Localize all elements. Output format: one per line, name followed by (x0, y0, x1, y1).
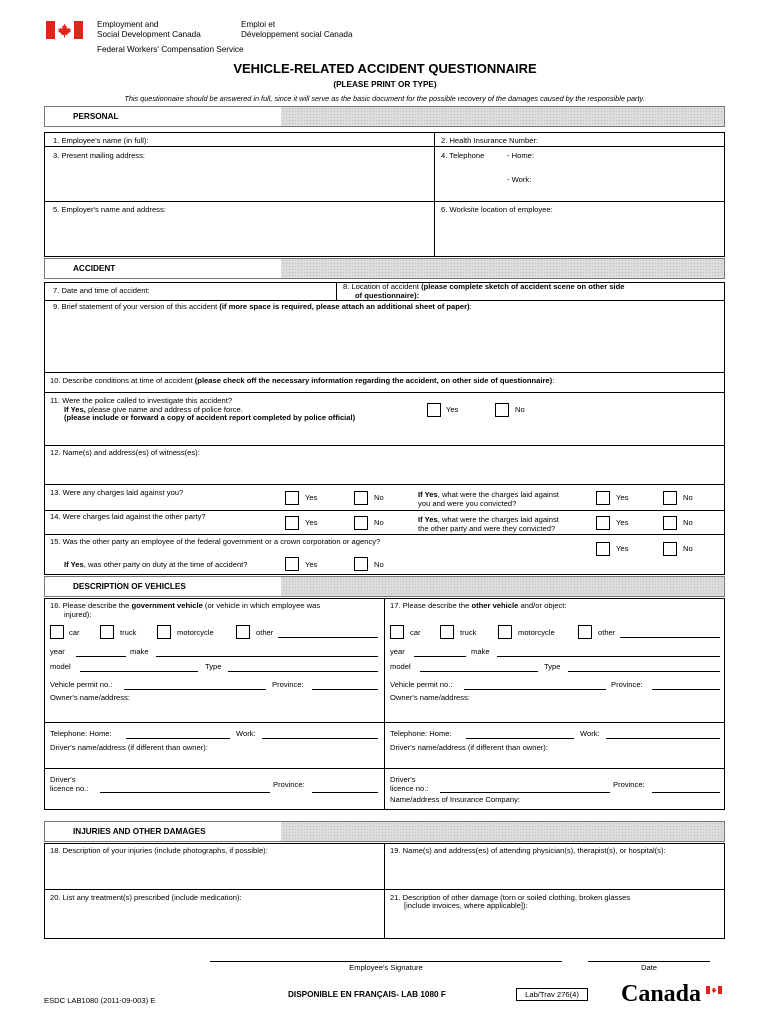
other-licence-label-2: licence no.: (390, 784, 429, 793)
vehicles-section-header (44, 576, 725, 597)
other-motorcycle-label: motorcycle (518, 628, 555, 637)
q15b-no-label: No (374, 560, 384, 569)
q4-label: 4. Telephone (441, 151, 485, 160)
other-motorcycle-checkbox[interactable] (498, 625, 512, 639)
gov-type-label: Type (205, 662, 222, 671)
q8-label: 8. Location of accident (please complete sketch of accident scene on other side (343, 282, 625, 291)
q1-label: 1. Employee's name (in full): (53, 136, 149, 145)
other-tel-home-label: Telephone: Home: (390, 729, 452, 738)
q16-label: 16. Please describe the government vehicle (or vehicle in which employee was (50, 601, 321, 610)
q15b-yes-label: Yes (305, 560, 318, 569)
other-licence-field[interactable] (440, 792, 610, 793)
gov-year-label: year (50, 647, 65, 656)
other-permit-field[interactable] (464, 689, 606, 690)
q12-label: 12. Name(s) and address(es) of witness(es): (50, 448, 200, 457)
q14b-yes-checkbox[interactable] (596, 516, 610, 530)
gov-licence-field[interactable] (100, 792, 270, 793)
q14-no-label: No (374, 518, 384, 527)
q15-yes-label: Yes (616, 544, 629, 553)
q20-field[interactable] (45, 903, 383, 938)
canada-flag-icon (46, 21, 83, 39)
gov-permit-label: Vehicle permit no.: (50, 680, 113, 689)
gov-tel-work-label: Work: (236, 729, 256, 738)
q15-no-checkbox[interactable] (663, 542, 677, 556)
q15-no-label: No (683, 544, 693, 553)
gov-make-field[interactable] (156, 656, 378, 657)
service-name: Federal Workers' Compensation Service (97, 45, 244, 54)
q11-no-label: No (515, 405, 525, 414)
gov-driver-label: Driver's name/address (if different than owner): (50, 743, 208, 752)
q8-label-cont: of questionnaire): (355, 291, 420, 300)
intro-text: This questionnaire should be answered in full, since it will serve as the basic document for the possible recovery of the damages caused by the responsible party. (124, 94, 645, 103)
other-type-field[interactable] (568, 671, 720, 672)
q19-label: 19. Name(s) and address(es) of attending physician(s), therapist(s), or hospital(s): (390, 846, 666, 855)
q20-label: 20. List any treatment(s) prescribed (include medication): (50, 893, 242, 902)
q14-label: 14. Were charges laid against the other party? (50, 512, 206, 521)
gov-truck-label: truck (120, 628, 137, 637)
french-availability: DISPONIBLE EN FRANÇAIS- LAB 1080 F (288, 990, 446, 999)
gov-car-label: car (69, 628, 80, 637)
q10-label: 10. Describe conditions at time of accident (please check off the necessary information regarding the accident, on other side of questionnaire): (50, 376, 555, 385)
gov-year-field[interactable] (76, 656, 126, 657)
q3-field[interactable] (45, 162, 433, 200)
other-truck-label: truck (460, 628, 477, 637)
other-make-field[interactable] (497, 656, 720, 657)
other-year-field[interactable] (414, 656, 466, 657)
gov-province-label: Province: (272, 680, 304, 689)
q3-label: 3. Present mailing address: (53, 151, 146, 160)
accident-section-header (44, 258, 725, 279)
q14-no-checkbox[interactable] (354, 516, 368, 530)
q18-label: 18. Description of your injuries (include photographs, if possible): (50, 846, 268, 855)
other-driver-field[interactable] (385, 768, 724, 769)
section-title: ACCIDENT (45, 259, 281, 278)
q13-no-checkbox[interactable] (354, 491, 368, 505)
q13-label: 13. Were any charges laid against you? (50, 488, 184, 497)
other-other-checkbox[interactable] (578, 625, 592, 639)
gov-motorcycle-label: motorcycle (177, 628, 214, 637)
page-title: VEHICLE-RELATED ACCIDENT QUESTIONNAIRE (233, 61, 537, 76)
gov-tel-home-field[interactable] (126, 738, 230, 739)
gov-other-checkbox[interactable] (236, 625, 250, 639)
q13b-no-checkbox[interactable] (663, 491, 677, 505)
gov-licence-label-2: licence no.: (50, 784, 89, 793)
date-field[interactable] (588, 961, 710, 962)
form-number: ESDC LAB1080 (2011-09-003) E (44, 996, 156, 1005)
other-other-field[interactable] (620, 637, 720, 638)
other-licence-label: Driver's (390, 775, 416, 784)
other-licence-province-label: Province: (613, 780, 645, 789)
q2-label: 2. Health Insurance Number: (441, 136, 539, 145)
q13b-no-label: No (683, 493, 693, 502)
q11-label-2: If Yes, please give name and address of police force. (64, 405, 243, 414)
q5-label: 5. Employer's name and address: (53, 205, 166, 214)
gov-licence-province-field[interactable] (312, 792, 378, 793)
q13-no-label: No (374, 493, 384, 502)
q11-label: 11. Were the police called to investigate this accident? (50, 396, 233, 405)
q19-field[interactable] (385, 856, 724, 888)
section-title: INJURIES AND OTHER DAMAGES (45, 822, 281, 841)
section-title: PERSONAL (45, 107, 281, 126)
gov-owner-label: Owner's name/address: (50, 693, 130, 702)
q4-home-label: - Home: (507, 151, 535, 160)
dept-name-en-1: Employment and (97, 20, 159, 29)
q13-yes-checkbox[interactable] (285, 491, 299, 505)
q14-yes-label: Yes (305, 518, 318, 527)
other-model-label: model (390, 662, 411, 671)
other-owner-label: Owner's name/address: (390, 693, 470, 702)
q21-label: 21. Description of other damage (torn or soiled clothing, broken glasses (390, 893, 631, 902)
gov-model-field[interactable] (80, 671, 198, 672)
personal-section-header (44, 106, 725, 127)
q14b-no-label: No (683, 518, 693, 527)
other-year-label: year (390, 647, 405, 656)
gov-owner-field[interactable] (45, 722, 384, 723)
other-model-field[interactable] (420, 671, 538, 672)
q13-yes-label: Yes (305, 493, 318, 502)
gov-type-field[interactable] (228, 671, 378, 672)
other-owner-field[interactable] (385, 722, 724, 723)
q15-label: 15. Was the other party an employee of the federal government or a crown corporation or agency? (50, 537, 381, 546)
gov-car-checkbox[interactable] (50, 625, 64, 639)
dept-name-fr-1: Emploi et (241, 20, 276, 29)
other-province-label: Province: (611, 680, 643, 689)
injuries-section-header (44, 821, 725, 842)
q6-label: 6. Worksite location of employee: (441, 205, 553, 214)
insurance-label: Name/address of Insurance Company: (390, 795, 521, 804)
dept-name-fr-2: Développement social Canada (241, 30, 353, 39)
gov-model-label: model (50, 662, 71, 671)
canada-wordmark: Canada (621, 981, 702, 1007)
lab-trav-code: Lab/Trav 276(4) (516, 988, 588, 1001)
q11-no-checkbox[interactable] (495, 403, 509, 417)
q13-if-yes-label: If Yes, what were the charges laid against (418, 490, 559, 499)
q14b-yes-label: Yes (616, 518, 629, 527)
page-subtitle: (PLEASE PRINT OR TYPE) (333, 80, 437, 89)
gov-permit-field[interactable] (124, 689, 266, 690)
q7-label: 7. Date and time of accident: (53, 286, 150, 295)
q11-yes-label: Yes (446, 405, 459, 414)
wordmark-flag-icon (706, 981, 722, 989)
date-label: Date (640, 963, 658, 972)
q15b-yes-checkbox[interactable] (285, 557, 299, 571)
q15-if-yes-label: If Yes, was other party on duty at the time of accident? (64, 560, 248, 569)
q17-label: 17. Please describe the other vehicle and/or object: (390, 601, 567, 610)
dept-name-en-2: Social Development Canada (97, 30, 201, 39)
q18-field[interactable] (45, 856, 383, 888)
q13-if-yes-label-2: you and were you convicted? (418, 499, 517, 508)
q16-label-2: injured): (64, 610, 92, 619)
other-driver-label: Driver's name/address (if different than owner): (390, 743, 548, 752)
q9-field[interactable] (45, 313, 724, 371)
other-licence-province-field[interactable] (652, 792, 720, 793)
other-truck-checkbox[interactable] (440, 625, 454, 639)
q14-if-yes-label-2: the other party and were they convicted? (418, 524, 556, 533)
gov-other-field[interactable] (278, 637, 378, 638)
other-other-label: other (598, 628, 616, 637)
gov-make-label: make (130, 647, 149, 656)
other-car-checkbox[interactable] (390, 625, 404, 639)
q14-yes-checkbox[interactable] (285, 516, 299, 530)
gov-other-label: other (256, 628, 274, 637)
q15-yes-checkbox[interactable] (596, 542, 610, 556)
q11-yes-checkbox[interactable] (427, 403, 441, 417)
q13b-yes-checkbox[interactable] (596, 491, 610, 505)
gov-tel-work-field[interactable] (262, 738, 378, 739)
gov-licence-label: Driver's (50, 775, 76, 784)
gov-licence-province-label: Province: (273, 780, 305, 789)
other-type-label: Type (544, 662, 561, 671)
q14-if-yes-label: If Yes, what were the charges laid against (418, 515, 559, 524)
gov-driver-field[interactable] (45, 768, 384, 769)
other-make-label: make (471, 647, 490, 656)
q21-label-2: [include invoices, where applicable]): (404, 901, 528, 910)
q15b-no-checkbox[interactable] (354, 557, 368, 571)
other-province-field[interactable] (652, 689, 720, 690)
other-tel-work-field[interactable] (606, 738, 720, 739)
other-tel-home-field[interactable] (466, 738, 574, 739)
q14b-no-checkbox[interactable] (663, 516, 677, 530)
signature-field[interactable] (210, 961, 562, 962)
signature-label: Employee's Signature (349, 963, 423, 972)
gov-tel-home-label: Telephone: Home: (50, 729, 112, 738)
q4-work-label: - Work: (507, 175, 532, 184)
other-permit-label: Vehicle permit no.: (390, 680, 453, 689)
gov-truck-checkbox[interactable] (100, 625, 114, 639)
gov-province-field[interactable] (312, 689, 378, 690)
other-tel-work-label: Work: (580, 729, 600, 738)
q13b-yes-label: Yes (616, 493, 629, 502)
q9-label: 9. Brief statement of your version of this accident (if more space is required, please attach an additional sheet of paper): (53, 302, 472, 311)
section-title: DESCRIPTION OF VEHICLES (45, 577, 281, 596)
gov-motorcycle-checkbox[interactable] (157, 625, 171, 639)
other-car-label: car (410, 628, 421, 637)
q11-label-3: (please include or forward a copy of accident report completed by police official) (64, 413, 356, 422)
